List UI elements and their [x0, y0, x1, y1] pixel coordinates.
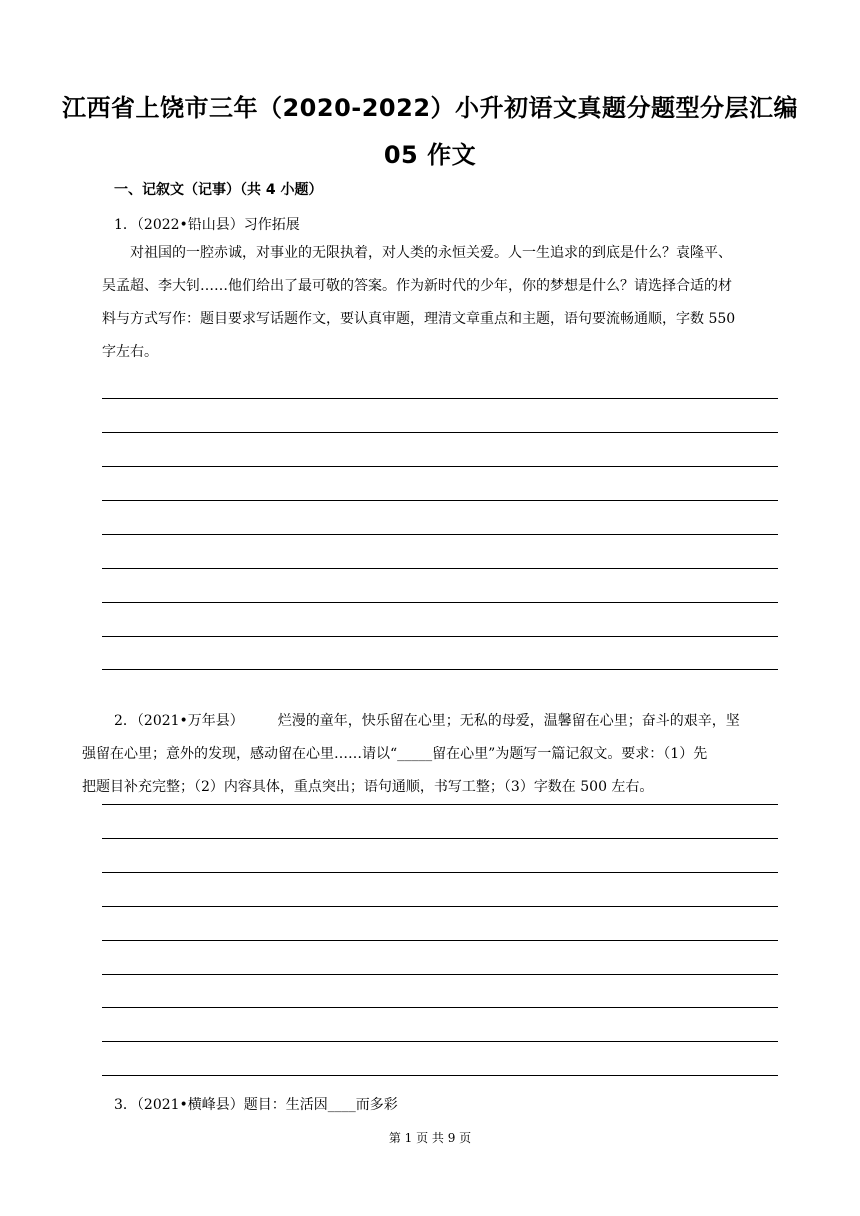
answer-line [102, 534, 778, 535]
answer-line [102, 432, 778, 433]
question-2-prompt [82, 705, 782, 804]
answer-line [102, 669, 778, 670]
question-1-prompt-line3: 料与方式写作：题目要求写话题作文，要认真审题，理清文章重点和主题，语句要流畅通顺，字数 550 [102, 311, 736, 327]
section-heading: 一、记叙文（记事）（共 4 小题） [114, 182, 323, 198]
question-2-prompt-line2: 强留在心里；意外的发现，感动留在心里……请以“_____留在心里”为题写一篇记叙文。要求：（1）先 [82, 746, 708, 762]
answer-line [102, 872, 778, 873]
question-1-prompt [102, 237, 792, 369]
answer-line [102, 1075, 778, 1076]
answer-line [102, 568, 778, 569]
answer-line [102, 804, 778, 805]
answer-line [102, 940, 778, 941]
page-number: 第 1 页 共 9 页 [388, 1131, 472, 1145]
question-1-prompt-line2: 吴孟超、李大钊……他们给出了最可敬的答案。作为新时代的少年，你的梦想是什么？请选择合适的材 [102, 278, 732, 294]
question-2-heading: 2．（2021•万年县） [114, 713, 244, 729]
document-title-line1: 江西省上饶市三年（2020-2022）小升初语文真题分题型分层汇编 [61, 94, 799, 122]
question-2-prompt-line3: 把题目补充完整；（2）内容具体，重点突出；语句通顺，书写工整；（3）字数在 500 左右。 [82, 779, 654, 795]
answer-line [102, 974, 778, 975]
answer-line [102, 398, 778, 399]
answer-line [102, 636, 778, 637]
question-1-heading: 1．（2022•铅山县）习作拓展 [114, 217, 300, 233]
answer-line [102, 466, 778, 467]
question-2-prompt-line1: 烂漫的童年，快乐留在心里；无私的母爱，温馨留在心里；奋斗的艰辛，坚 [277, 713, 740, 729]
question-1-prompt-line1: 对祖国的一腔赤诚，对事业的无限执着，对人类的永恒关爱。人一生追求的到底是什么？袁隆平、 [130, 245, 732, 261]
answer-line [102, 500, 778, 501]
question-3-heading: 3．（2021•横峰县）题目：生活因____而多彩 [114, 1097, 398, 1113]
question-1-prompt-line4: 字左右。 [102, 344, 158, 360]
answer-line [102, 1007, 778, 1008]
answer-line [102, 602, 778, 603]
answer-line [102, 906, 778, 907]
document-title-line2: 05 作文 [383, 141, 477, 169]
answer-line [102, 838, 778, 839]
answer-line [102, 1041, 778, 1042]
